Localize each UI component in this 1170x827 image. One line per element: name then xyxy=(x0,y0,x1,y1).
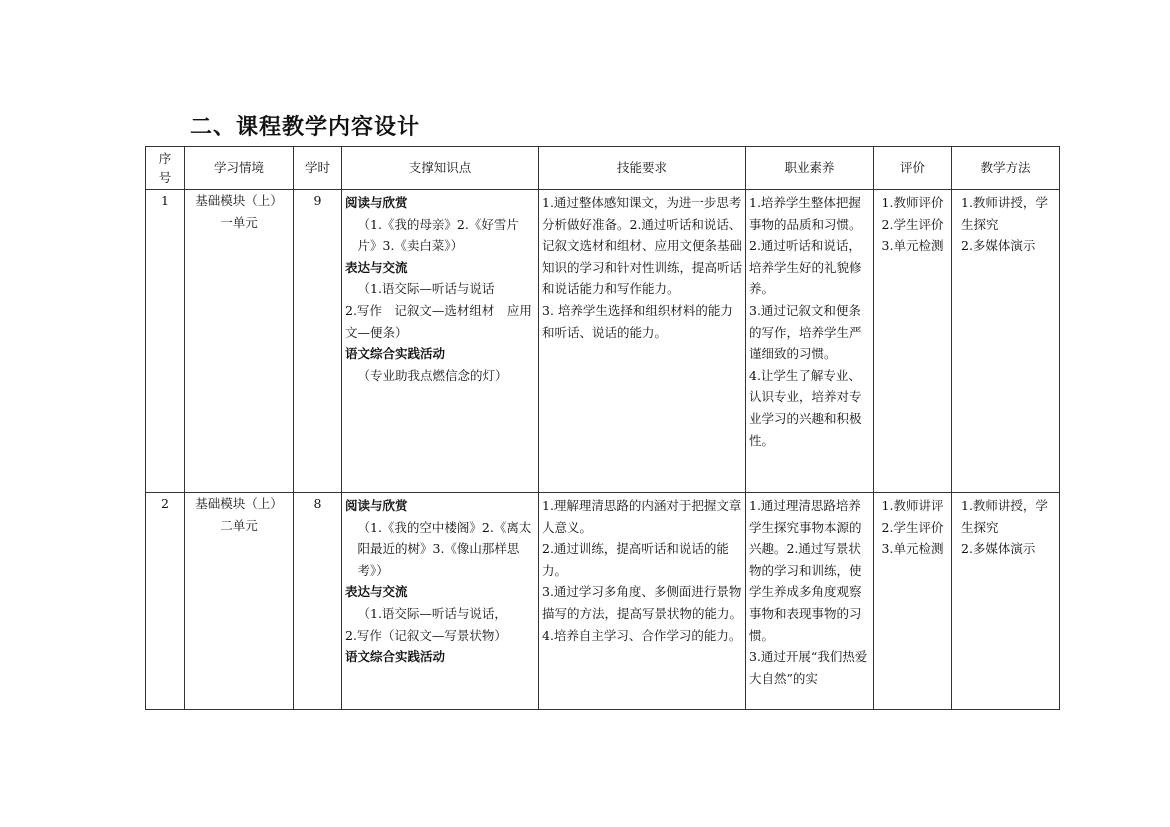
table-row xyxy=(146,190,1060,493)
header-method: 教学方法 xyxy=(952,147,1060,190)
table-row xyxy=(146,493,1060,710)
row-seq: 2 xyxy=(146,493,185,710)
row-evaluation: 1.教师评价 2.学生评价 3.单元检测 xyxy=(874,190,952,493)
row-seq: 1 xyxy=(146,190,185,493)
row-skills: 1.通过整体感知课文，为进一步思考分析做好准备。2.通过听话和说话、记叙文选材和组材、应用文便条基础知识的学习和针对性训练，提高听话和说话能力和写作能力。 3. 培养学生选择和组织材料的能力和听话、说话的能力。 xyxy=(539,190,746,493)
section-title: 二、课程教学内容设计 xyxy=(190,115,421,140)
header-hours: 学时 xyxy=(294,147,342,190)
row-situation: 基础模块（上） 二单元 xyxy=(185,493,294,710)
row-knowledge: 阅读与欣赏 （1.《我的母亲》2.《好雪片片》3.《卖白菜》） 表达与交流 （1.语交际—听话与说话 2.写作 记叙文—选材组材 应用文—便条） 语文综合实践活动 （专业助我点燃信念的灯） xyxy=(342,190,539,493)
row-method: 1.教师讲授，学生探究 2.多媒体演示 xyxy=(952,190,1060,493)
row-situation: 基础模块（上） 一单元 xyxy=(185,190,294,493)
header-knowledge: 支撑知识点 xyxy=(342,147,539,190)
course-content-table xyxy=(145,146,1060,710)
header-evaluation: 评价 xyxy=(874,147,952,190)
header-situation: 学习情境 xyxy=(185,147,294,190)
row-knowledge: 阅读与欣赏 （1.《我的空中楼阁》2.《离太阳最近的树》3.《像山那样思考》） 表达与交流 （1.语交际—听话与说话， 2.写作（记叙文—写景状物） 语文综合实践活动 xyxy=(342,493,539,710)
row-hours: 8 xyxy=(294,493,342,710)
header-seq: 序号 xyxy=(146,147,185,190)
row-skills: 1.理解理清思路的内涵对于把握文章人意义。 2.通过训练，提高听话和说话的能力。 3.通过学习多角度、多侧面进行景物描写的方法，提高写景状物的能力。4.培养自主学习、合作学习的能力。 xyxy=(539,493,746,710)
header-quality: 职业素养 xyxy=(746,147,874,190)
row-hours: 9 xyxy=(294,190,342,493)
table-header-row xyxy=(146,147,1060,190)
header-skills: 技能要求 xyxy=(539,147,746,190)
row-quality: 1.通过理清思路培养学生探究事物本源的兴趣。2.通过写景状物的学习和训练，使学生养成多角度观察事物和表现事物的习惯。 3.通过开展“我们热爱大自然”的实 xyxy=(746,493,874,710)
row-method: 1.教师讲授，学生探究 2.多媒体演示 xyxy=(952,493,1060,710)
row-evaluation: 1.教师讲评 2.学生评价 3.单元检测 xyxy=(874,493,952,710)
row-quality: 1.培养学生整体把握事物的品质和习惯。 2.通过听话和说话，培养学生好的礼貌修养。 3.通过记叙文和便条的写作，培养学生严谨细致的习惯。 4.让学生了解专业、认识专业，培养对专业学习的兴趣和积极性。 xyxy=(746,190,874,493)
